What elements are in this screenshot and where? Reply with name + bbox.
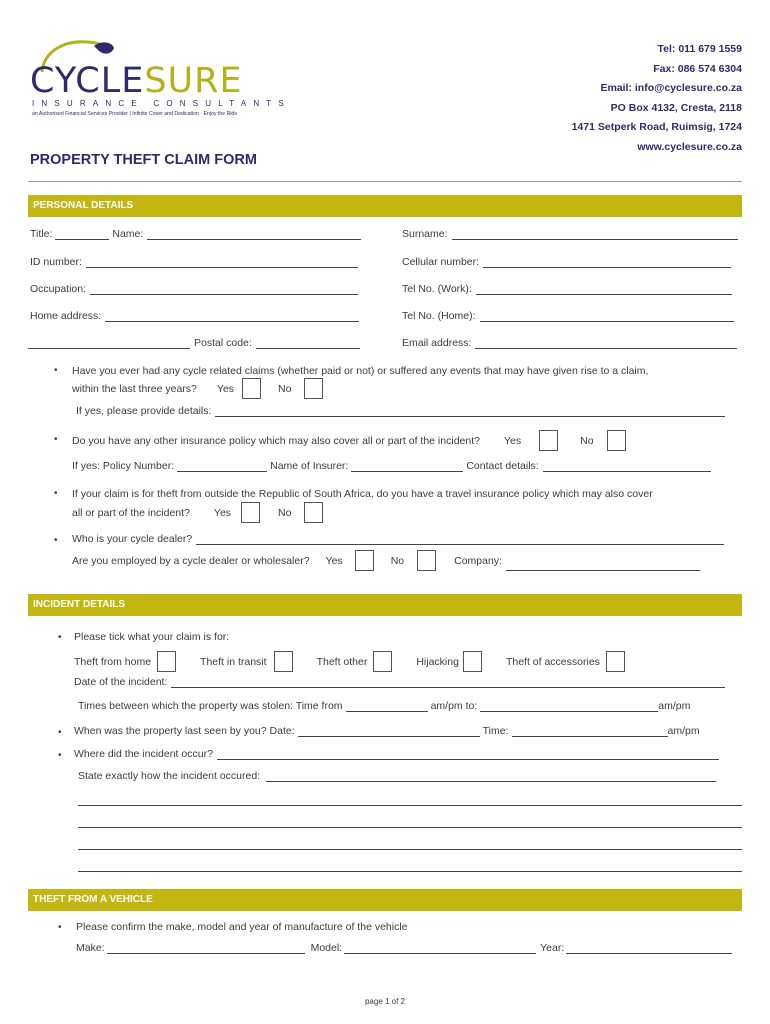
employed-yes-label: Yes (325, 554, 343, 567)
travel-no-checkbox[interactable] (304, 502, 323, 523)
last-seen-time-label: Time: (482, 725, 509, 737)
row-claims-answer (72, 378, 323, 399)
insurer-name-label: Name of Insurer: (270, 460, 349, 472)
page-number: page 1 of 2 (364, 997, 406, 1006)
other-policy-yes-checkbox[interactable] (539, 430, 558, 451)
travel-no-label: No (278, 506, 292, 519)
option-theft-accessories-label: Theft of accessories (505, 655, 600, 668)
incident-date-field[interactable] (171, 676, 725, 688)
row-incident-date (74, 676, 725, 688)
contact-details-label: Contact details: (466, 460, 539, 472)
occupation-label: Occupation: (30, 283, 87, 295)
q-dealer-label: Who is your cycle dealer? (72, 533, 193, 545)
row-state-exactly (78, 770, 716, 782)
option-theft-transit-checkbox[interactable] (274, 651, 293, 672)
row-policy-details (72, 460, 711, 472)
where-field[interactable] (217, 748, 719, 760)
tel-home-label: Tel No. (Home): (402, 310, 476, 322)
cellular-field[interactable] (483, 256, 731, 268)
bullet-tick: • (58, 632, 62, 643)
q-travel-line1: If your claim is for theft from outside the Republic of South Africa, do you have a travel insurance policy which may also cover (72, 488, 653, 500)
claims-no-label: No (278, 382, 292, 395)
other-policy-no-label: No (580, 434, 594, 447)
bullet-dealer: • (54, 535, 58, 546)
row-claim-options (74, 651, 625, 672)
employed-no-label: No (390, 554, 405, 567)
contact-fax: Fax: 086 574 6304 (653, 62, 742, 75)
section-theft-from-vehicle: THEFT FROM A VEHICLE (28, 889, 742, 911)
cellular-label: Cellular number: (402, 256, 480, 268)
name-label: Name: (112, 228, 144, 240)
claims-no-checkbox[interactable] (304, 378, 323, 399)
option-theft-accessories-checkbox[interactable] (606, 651, 625, 672)
company-field[interactable] (506, 559, 700, 571)
dealer-field[interactable] (196, 533, 724, 545)
time-from-ampm-label: am/pm to: (430, 700, 478, 712)
option-theft-other-label: Theft other (316, 655, 368, 668)
section-personal-details: PERSONAL DETAILS (28, 195, 742, 217)
row-title-name (30, 228, 361, 240)
option-theft-other-checkbox[interactable] (373, 651, 392, 672)
q-employed-label: Are you employed by a cycle dealer or wholesaler? (72, 554, 310, 567)
state-exactly-line-2[interactable] (78, 794, 742, 806)
row-dealer (72, 533, 724, 545)
state-exactly-label: State exactly how the incident occured: (78, 770, 261, 782)
row-last-seen (74, 725, 700, 737)
state-exactly-line-3[interactable] (78, 816, 742, 828)
last-seen-time-field[interactable] (512, 725, 668, 737)
bullet-vehicle: • (58, 922, 62, 933)
form-title: PROPERTY THEFT CLAIM FORM (30, 152, 257, 168)
employed-no-checkbox[interactable] (417, 550, 436, 571)
row-vehicle-details (76, 942, 732, 954)
last-seen-date-label: When was the property last seen by you? Date: (74, 725, 295, 737)
row-times-between (78, 700, 690, 712)
model-label: Model: (310, 942, 343, 954)
name-field[interactable] (147, 228, 361, 240)
logo-tagline: an Authorised Financial Services Provider | Infinite Cover and Dedication · Enjoy the Ride (32, 111, 238, 117)
row-tel-work (402, 283, 732, 295)
contact-details-field[interactable] (543, 460, 711, 472)
row-other-policy (72, 430, 626, 451)
row-where (74, 748, 719, 760)
incident-date-label: Date of the incident: (74, 676, 168, 688)
option-theft-transit-label: Theft in transit (200, 655, 267, 668)
row-tel-home (402, 310, 734, 322)
row-postal (28, 337, 360, 349)
claims-yes-label: Yes (216, 382, 235, 395)
contact-street: 1471 Setperk Road, Ruimsig, 1724 (571, 121, 742, 133)
postal-code-field[interactable] (256, 337, 360, 349)
q-claims-line2: within the last three years? (72, 382, 197, 395)
occupation-field[interactable] (90, 283, 358, 295)
make-label: Make: (76, 942, 105, 954)
home-address-field[interactable] (105, 310, 359, 322)
option-hijacking-checkbox[interactable] (463, 651, 482, 672)
id-number-field[interactable] (86, 256, 358, 268)
time-to-field[interactable] (480, 700, 658, 712)
option-theft-home-label: Theft from home (74, 655, 152, 668)
q-other-policy: Do you have any other insurance policy which may also cover all or part of the incident? (72, 434, 480, 447)
make-field[interactable] (107, 942, 305, 954)
row-claims-details (76, 405, 725, 417)
policy-number-field[interactable] (177, 460, 267, 472)
year-label: Year: (540, 942, 565, 954)
state-exactly-line-4[interactable] (78, 838, 742, 850)
times-between-label: Times between which the property was stolen: Time from (78, 700, 343, 712)
row-id (30, 256, 358, 268)
claims-details-label: If yes, please provide details: (76, 405, 212, 417)
claims-details-field[interactable] (215, 405, 725, 417)
q-travel-line2: all or part of the incident? (72, 506, 190, 519)
email-field[interactable] (475, 337, 737, 349)
row-home-address (30, 310, 359, 322)
home-address-label: Home address: (30, 310, 102, 322)
contact-email: Email: info@cyclesure.co.za (600, 82, 742, 94)
option-theft-home-checkbox[interactable] (157, 651, 176, 672)
title-divider (28, 181, 742, 182)
q-tick-label: Please tick what your claim is for: (74, 631, 230, 643)
policy-number-label: If yes: Policy Number: (72, 460, 175, 472)
row-occupation (30, 283, 358, 295)
row-travel-answer (72, 502, 323, 523)
logo-cycle-text: CYCLE (30, 61, 145, 101)
section-incident-details: INCIDENT DETAILS (28, 594, 742, 616)
other-policy-no-checkbox[interactable] (607, 430, 626, 451)
state-exactly-line-5[interactable] (78, 860, 742, 872)
contact-website: www.cyclesure.co.za (637, 140, 742, 153)
row-surname (402, 228, 738, 240)
id-number-label: ID number: (30, 256, 82, 268)
bullet-travel: • (54, 488, 58, 499)
where-label: Where did the incident occur? (74, 748, 213, 760)
postal-code-label: Postal code: (194, 337, 252, 349)
surname-label: Surname: (402, 228, 448, 240)
address-line-2-field[interactable] (28, 337, 190, 349)
model-field[interactable] (344, 942, 536, 954)
bullet-last-seen: • (58, 727, 62, 738)
row-cellular (402, 256, 731, 268)
option-hijacking-label: Hijacking (416, 655, 459, 668)
logo-sure-text: SURE (144, 61, 243, 101)
employed-yes-checkbox[interactable] (355, 550, 374, 571)
company-label: Company: (454, 554, 502, 567)
tel-work-field[interactable] (476, 283, 732, 295)
time-from-field[interactable] (346, 700, 428, 712)
row-email (402, 337, 737, 349)
state-exactly-field[interactable] (266, 770, 716, 782)
title-label: Title: (30, 228, 53, 240)
year-field[interactable] (566, 942, 732, 954)
bullet-where: • (58, 750, 62, 761)
tel-home-field[interactable] (480, 310, 734, 322)
logo-subtitle: INSURANCE CONSULTANTS (32, 99, 291, 108)
row-employed (72, 550, 700, 571)
last-seen-ampm-label: am/pm (667, 725, 700, 737)
other-policy-yes-label: Yes (503, 434, 522, 447)
travel-yes-label: Yes (213, 506, 232, 519)
email-label: Email address: (402, 337, 472, 349)
bullet-claims: • (54, 365, 58, 376)
contact-tel: Tel: 011 679 1559 (657, 43, 742, 55)
title-field[interactable] (55, 228, 109, 240)
contact-block (572, 40, 742, 157)
time-to-ampm-label: am/pm (658, 700, 691, 712)
surname-field[interactable] (452, 228, 738, 240)
claims-yes-checkbox[interactable] (242, 378, 261, 399)
insurer-name-field[interactable] (351, 460, 463, 472)
tel-work-label: Tel No. (Work): (402, 283, 472, 295)
travel-yes-checkbox[interactable] (241, 502, 260, 523)
contact-po-box: PO Box 4132, Cresta, 2118 (610, 101, 742, 114)
q-vehicle-label: Please confirm the make, model and year of manufacture of the vehicle (76, 921, 408, 933)
q-claims-line1: Have you ever had any cycle related claims (whether paid or not) or suffered any events that may have given rise to a claim, (72, 365, 649, 377)
last-seen-date-field[interactable] (298, 725, 480, 737)
bullet-other-policy: • (54, 434, 58, 445)
logo-wordmark (30, 61, 243, 101)
